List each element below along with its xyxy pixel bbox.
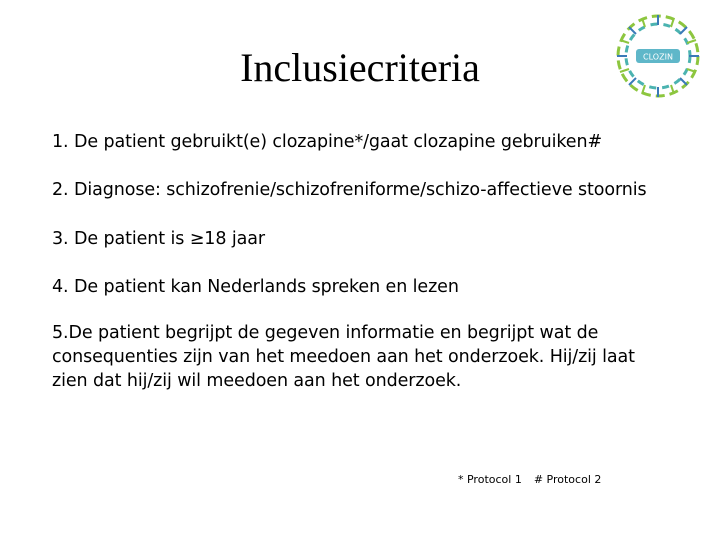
criterion-4: 4. De patient kan Nederlands spreken en lezen xyxy=(52,277,459,297)
logo-text: CLOZIN xyxy=(643,52,673,62)
footnote-protocol-2: # Protocol 2 xyxy=(533,473,602,486)
criterion-3: 3. De patient is ≥18 jaar xyxy=(52,229,265,249)
criterion-5: 5.De patient begrijpt de gegeven informatie en begrijpt wat de consequenties zijn van het meedoen aan het onderzoek. Hij/zij laat zien dat hij/zij wil meedoen aan het onderzoek. xyxy=(52,323,635,391)
criterion-1: 1. De patient gebruikt(e) clozapine*/gaat clozapine gebruiken# xyxy=(52,132,603,152)
slide-title: Inclusiecriteria xyxy=(240,45,480,90)
dna-helix-ring-logo xyxy=(606,4,710,108)
footnote-protocol-1: * Protocol 1 xyxy=(458,473,522,486)
footnote xyxy=(458,472,601,488)
criterion-2: 2. Diagnose: schizofrenie/schizofreniforme/schizo-affectieve stoornis xyxy=(52,180,647,200)
